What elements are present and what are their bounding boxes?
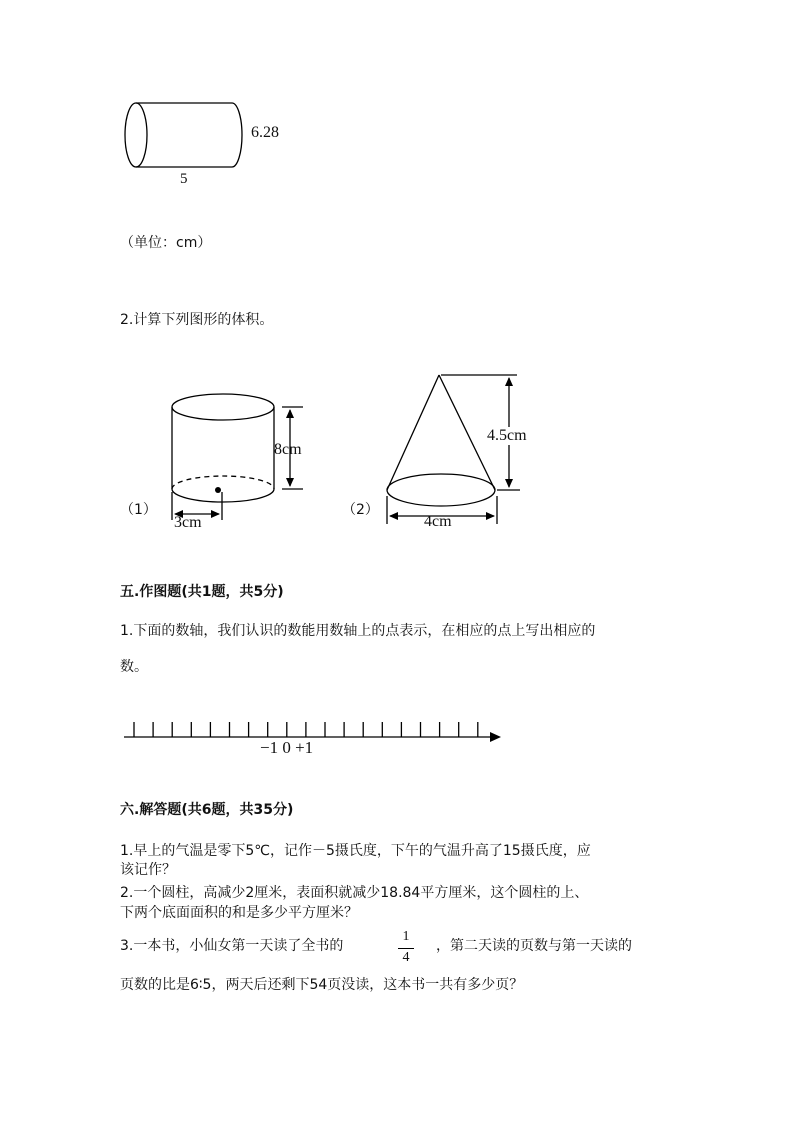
length-label: 5 [180, 171, 188, 187]
number-line-arrow [490, 732, 501, 742]
section6-q3-line2: 页数的比是6∶5，两天后还剩下54页没读，这本书一共有多少页？ [120, 977, 524, 993]
section6-q1-line2: 该记作？ [120, 862, 176, 878]
q2-title: 2.计算下列图形的体积。 [120, 312, 274, 328]
section6-q1-line1: 1.早上的气温是零下5℃，记作－5摄氏度，下午的气温升高了15摄氏度，应 [120, 843, 591, 859]
cylinder-radius-label: 3cm [174, 514, 202, 531]
section6-q3-part2: ，第二天读的页数与第一天读的 [436, 938, 632, 954]
section6-q3-part1: 3.一本书，小仙女第一天读了全书的 [120, 938, 344, 954]
section6-heading: 六.解答题(共6题，共35分) [120, 802, 294, 818]
cylinder-height-label: 8cm [274, 441, 302, 458]
unit-note: （单位：cm） [120, 235, 212, 251]
circumference-label: 6.28 [251, 124, 279, 141]
section6-q2-line1: 2.一个圆柱，高减少2厘米，表面积就减少18.84平方厘米，这个圆柱的上、 [120, 885, 589, 901]
cone-diameter-label: 4cm [424, 513, 452, 530]
fraction-bar [398, 948, 414, 949]
cone-index: （2） [342, 502, 379, 518]
section5-heading: 五.作图题(共1题，共5分) [120, 584, 284, 600]
section5-q1-line2: 数。 [120, 659, 148, 675]
fraction-denominator: 4 [402, 950, 410, 965]
cylinder-index: （1） [120, 502, 157, 518]
section6-q2-line2: 下两个底面面积的和是多少平方厘米？ [120, 905, 358, 921]
number-line-labels: −1 0 +1 [260, 738, 314, 757]
cone-height-label: 4.5cm [487, 427, 527, 444]
fraction-numerator: 1 [402, 929, 410, 944]
section5-q1-line1: 1.下面的数轴，我们认识的数能用数轴上的点表示，在相应的点上写出相应的 [120, 623, 596, 639]
